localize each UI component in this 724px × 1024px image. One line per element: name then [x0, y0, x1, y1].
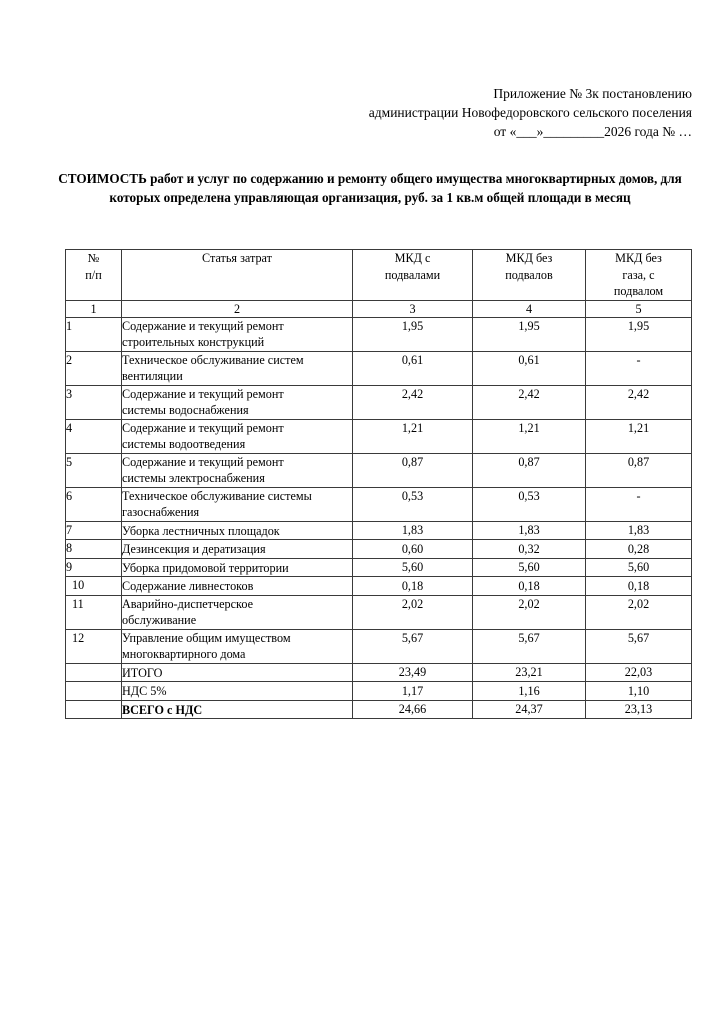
row-item-cell: [122, 663, 353, 682]
header-item-line1: Статья затрат: [202, 251, 272, 265]
row-value-cell-3: 1,21: [353, 419, 473, 453]
row-value-cell-3: 1,95: [353, 317, 473, 351]
row-value-cell-5: 5,60: [586, 558, 692, 577]
row-number-cell: 2: [66, 351, 122, 385]
column-number-4: 4: [473, 300, 586, 317]
header-col5-line1: МКД без: [615, 251, 662, 265]
row-item-line2: системы водоотведения: [122, 437, 246, 451]
table-row: [66, 453, 692, 487]
row-item-cell: [122, 487, 353, 521]
table-row: [66, 540, 692, 559]
header-number-line1: №: [87, 251, 100, 265]
row-value-cell-5: 1,83: [586, 521, 692, 540]
row-value-cell-5: 0,18: [586, 577, 692, 596]
row-item-line1: ВСЕГО с НДС: [122, 702, 203, 717]
row-number-cell: 6: [66, 487, 122, 521]
row-item-cell: [122, 682, 353, 701]
row-item-line2: многоквартирного дома: [122, 647, 246, 661]
row-value-cell-4: 0,18: [473, 577, 586, 596]
row-item-line1: Уборка придомовой территории: [122, 560, 289, 575]
column-number-3: 3: [353, 300, 473, 317]
table-row: [66, 385, 692, 419]
row-item-cell: [122, 453, 353, 487]
table-head: [66, 250, 692, 318]
row-value-cell-4: 1,95: [473, 317, 586, 351]
row-item-cell: [122, 521, 353, 540]
row-value-cell-3: 0,61: [353, 351, 473, 385]
row-value-cell-4: 0,87: [473, 453, 586, 487]
table-row: [66, 558, 692, 577]
row-value-cell-4: 1,16: [473, 682, 586, 701]
document-header-block: [44, 84, 692, 141]
title-line-1: СТОИМОСТЬ работ и услуг по содержанию и ремонту общего имущества многоквартирных: [58, 171, 616, 186]
title-line-2: домов, для которых определена управляющая организация, руб. за 1 кв.м общей площади в: [109, 171, 682, 205]
row-item-line1: Дезинсекция и дератизация: [122, 542, 266, 556]
row-value-cell-5: -: [586, 351, 692, 385]
row-item-cell: [122, 351, 353, 385]
row-item-cell: [122, 629, 353, 663]
document-title: [58, 170, 682, 207]
row-item-cell: [122, 419, 353, 453]
header-col5-line2: газа, с: [622, 267, 655, 282]
table-row: [66, 629, 692, 663]
table-body: [66, 317, 692, 719]
row-number-cell: 10: [66, 577, 122, 596]
row-value-cell-3: 1,83: [353, 521, 473, 540]
table-row: [66, 351, 692, 385]
row-value-cell-5: 1,95: [586, 317, 692, 351]
row-item-cell: [122, 558, 353, 577]
row-number-cell: 8: [66, 540, 122, 559]
row-value-cell-5: 2,02: [586, 595, 692, 629]
row-number-cell: 5: [66, 453, 122, 487]
row-item-line1: ИТОГО: [122, 665, 163, 680]
column-number-row: [66, 300, 692, 317]
row-item-line1: Содержание ливнестоков: [122, 579, 254, 593]
row-item-cell: [122, 540, 353, 559]
cost-table: [65, 249, 692, 719]
row-value-cell-5: 1,21: [586, 419, 692, 453]
row-number-cell: 12: [66, 629, 122, 663]
row-number-cell: 9: [66, 558, 122, 577]
row-value-cell-3: 24,66: [353, 700, 473, 719]
row-value-cell-4: 2,42: [473, 385, 586, 419]
row-value-cell-4: 5,67: [473, 629, 586, 663]
row-value-cell-4: 2,02: [473, 595, 586, 629]
row-value-cell-5: 23,13: [586, 700, 692, 719]
header-row: [66, 250, 692, 301]
row-item-line1: Содержание и текущий ремонт: [122, 454, 284, 469]
row-number-cell: [66, 663, 122, 682]
header-cell-item: [122, 250, 353, 301]
row-value-cell-3: 23,49: [353, 663, 473, 682]
row-value-cell-4: 24,37: [473, 700, 586, 719]
header-line-3-date: от «___»_________2026 года № …: [493, 124, 692, 139]
header-number-line2: п/п: [85, 267, 102, 282]
row-item-line2: обслуживание: [122, 613, 197, 627]
header-cell-mkd-no-gas-with-basement: [586, 250, 692, 301]
row-item-cell: [122, 385, 353, 419]
row-item-line1: Аварийно-диспетчерское: [122, 596, 254, 611]
header-line-2: администрации Новофедоровского сельского поселения: [368, 105, 692, 120]
row-value-cell-3: 1,17: [353, 682, 473, 701]
row-value-cell-5: 22,03: [586, 663, 692, 682]
row-number-cell: 1: [66, 317, 122, 351]
row-value-cell-3: 0,18: [353, 577, 473, 596]
row-number-cell: 4: [66, 419, 122, 453]
table-row: [66, 577, 692, 596]
row-value-cell-4: 0,53: [473, 487, 586, 521]
header-col3-line1: МКД с: [394, 251, 431, 265]
column-number-5: 5: [586, 300, 692, 317]
row-item-line1: Содержание и текущий ремонт: [122, 386, 284, 401]
row-value-cell-3: 0,87: [353, 453, 473, 487]
column-number-1: 1: [66, 300, 122, 317]
row-value-cell-3: 0,60: [353, 540, 473, 559]
row-item-line1: НДС 5%: [122, 684, 167, 698]
row-value-cell-3: 2,42: [353, 385, 473, 419]
row-item-cell: [122, 577, 353, 596]
row-item-cell: [122, 317, 353, 351]
row-number-cell: 11: [66, 595, 122, 629]
row-value-cell-5: 0,87: [586, 453, 692, 487]
row-item-line1: Содержание и текущий ремонт: [122, 318, 284, 333]
row-value-cell-4: 0,61: [473, 351, 586, 385]
header-cell-mkd-without-basements: [473, 250, 586, 301]
table-row: [66, 595, 692, 629]
table-row: [66, 317, 692, 351]
row-number-cell: [66, 700, 122, 719]
row-value-cell-3: 5,67: [353, 629, 473, 663]
row-value-cell-4: 0,32: [473, 540, 586, 559]
header-col4-line1: МКД без: [505, 251, 553, 265]
row-item-line2: газоснабжения: [122, 505, 200, 519]
row-item-line1: Техническое обслуживание систем: [122, 352, 304, 367]
table-row: [66, 663, 692, 682]
row-item-cell: [122, 595, 353, 629]
table-row: [66, 682, 692, 701]
header-col5-line3: подвалом: [613, 284, 664, 298]
header-col3-line2: подвалами: [384, 267, 441, 282]
row-number-cell: 3: [66, 385, 122, 419]
header-line-1: Приложение № 3к постановлению: [493, 86, 692, 101]
row-value-cell-5: -: [586, 487, 692, 521]
row-item-line2: строительных конструкций: [122, 335, 265, 349]
table-row: [66, 487, 692, 521]
row-item-cell: [122, 700, 353, 719]
row-value-cell-4: 1,21: [473, 419, 586, 453]
row-value-cell-5: 0,28: [586, 540, 692, 559]
row-item-line2: системы водоснабжения: [122, 403, 249, 417]
row-value-cell-5: 5,67: [586, 629, 692, 663]
row-value-cell-3: 2,02: [353, 595, 473, 629]
title-line-3: месяц: [595, 189, 631, 205]
table-row: [66, 419, 692, 453]
column-number-2: 2: [122, 300, 353, 317]
row-value-cell-5: 2,42: [586, 385, 692, 419]
row-item-line1: Техническое обслуживание системы: [122, 488, 312, 503]
row-item-line1: Уборка лестничных площадок: [122, 523, 280, 538]
row-value-cell-4: 1,83: [473, 521, 586, 540]
row-value-cell-3: 0,53: [353, 487, 473, 521]
row-value-cell-4: 23,21: [473, 663, 586, 682]
cost-table-container: [65, 249, 691, 719]
row-item-line2: системы электроснабжения: [122, 471, 265, 485]
table-row: [66, 521, 692, 540]
header-cell-mkd-with-basements: [353, 250, 473, 301]
row-item-line2: вентиляции: [122, 369, 183, 383]
row-value-cell-3: 5,60: [353, 558, 473, 577]
row-value-cell-5: 1,10: [586, 682, 692, 701]
row-item-line1: Управление общим имуществом: [122, 630, 291, 645]
row-item-line1: Содержание и текущий ремонт: [122, 420, 284, 435]
row-number-cell: 7: [66, 521, 122, 540]
table-row: [66, 700, 692, 719]
header-col4-line2: подвалов: [505, 267, 553, 282]
row-number-cell: [66, 682, 122, 701]
header-cell-number: [66, 250, 122, 301]
row-value-cell-4: 5,60: [473, 558, 586, 577]
